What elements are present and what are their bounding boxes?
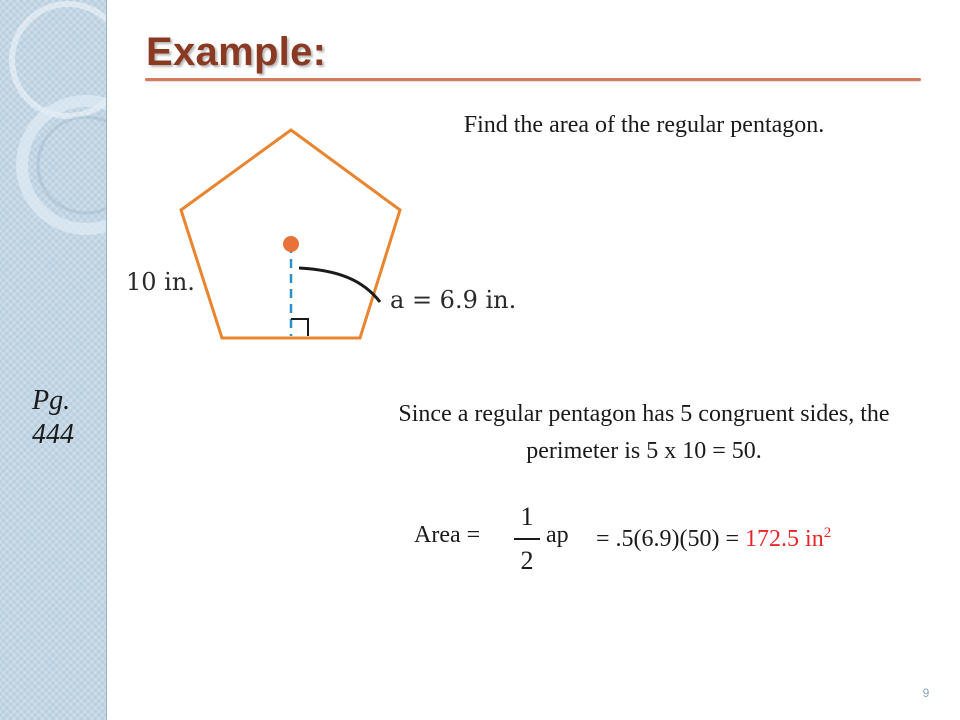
slide-title: Example: <box>146 30 327 74</box>
sidebar-decoration <box>0 0 107 720</box>
area-calculation <box>596 525 831 553</box>
slide-number: 9 <box>922 686 930 700</box>
apothem-label: a = 6.9 in. <box>390 286 517 314</box>
formula-variables: ap <box>546 522 569 548</box>
area-formula-label: Area = <box>414 522 481 548</box>
area-result-exponent: 2 <box>823 525 832 541</box>
fraction-denominator: 2 <box>520 546 534 575</box>
side-length-label: 10 in. <box>126 268 195 296</box>
right-angle-marker <box>291 319 308 336</box>
fraction-bar <box>514 538 540 540</box>
center-point <box>283 236 299 252</box>
page-reference <box>32 384 102 452</box>
pentagon-figure <box>118 118 538 350</box>
calculation-steps: = .5(6.9)(50) = <box>596 526 746 552</box>
fraction-numerator: 1 <box>520 502 534 531</box>
area-result-value: 172.5 in <box>745 526 824 552</box>
page-reference-number: 444 <box>32 419 74 450</box>
decorative-rings <box>0 0 106 260</box>
problem-prompt: Find the area of the regular pentagon. <box>463 112 825 138</box>
title-divider <box>145 78 921 81</box>
area-result <box>745 526 831 552</box>
page-reference-label: Pg. <box>32 385 71 416</box>
perimeter-explanation: Since a regular pentagon has 5 congruent sides, the perimeter is 5 x 10 = 50. <box>398 401 890 464</box>
apothem-leader-arc <box>299 268 380 302</box>
